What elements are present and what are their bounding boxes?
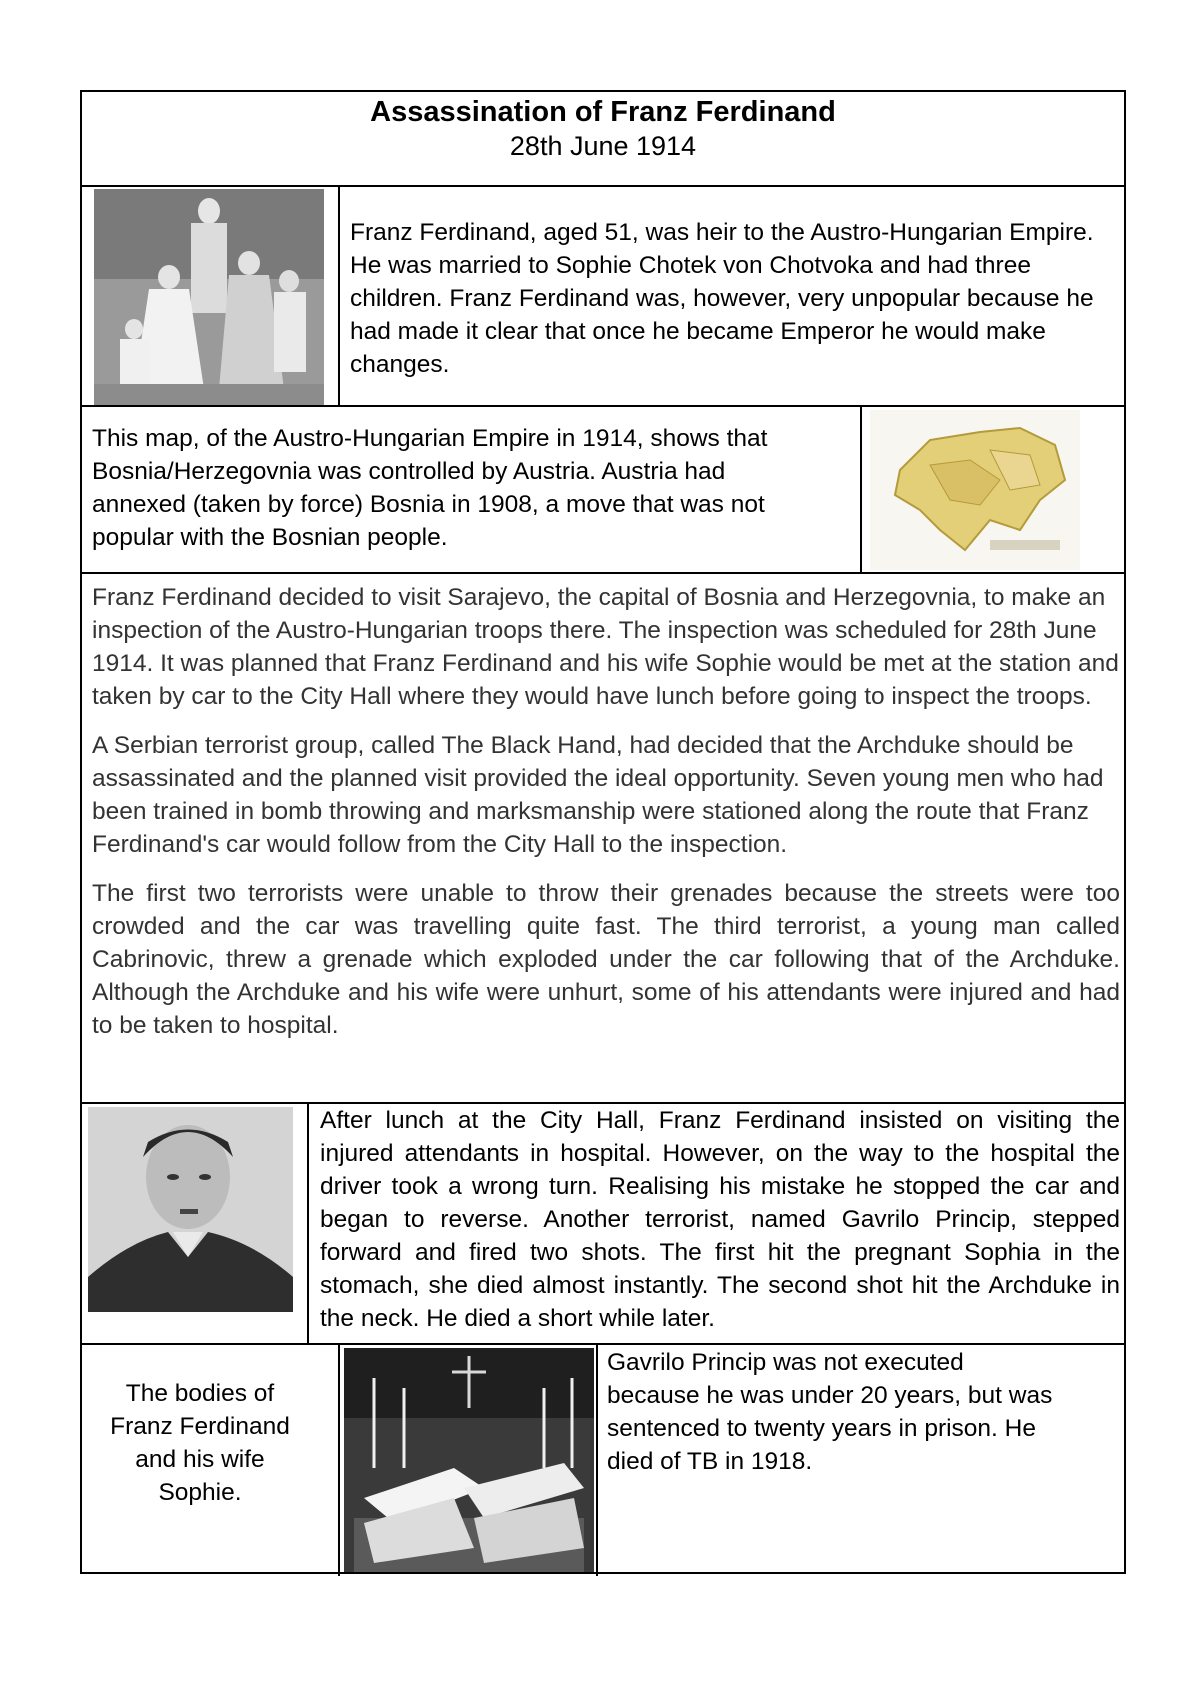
narrative-paragraph: Franz Ferdinand decided to visit Sarajevo, the capital of Bosnia and Herzegovnia, to make an inspection of the Austro-Hungarian troops there. The inspection was scheduled for 28th June 1914. It was planned that Franz Ferdinand and his wife Sophie would be met at the station and taken by car to the City Hall where they would have lunch before going to inspect the troops. bbox=[92, 584, 1119, 710]
divider bbox=[860, 405, 862, 574]
narrative-block bbox=[92, 581, 1120, 1042]
divider bbox=[338, 185, 340, 407]
family-photo bbox=[94, 189, 324, 407]
divider bbox=[596, 1343, 598, 1576]
page-title: Assassination of Franz Ferdinand bbox=[370, 96, 836, 128]
divider bbox=[82, 1343, 1124, 1345]
funeral-caption: The bodies of Franz Ferdinand and his wife Sophie. bbox=[110, 1380, 290, 1506]
narrative-paragraph: The first two terrorists were unable to throw their grenades because the streets were too crowded and the car was travelling quite fast. The third terrorist, a young man called Cabrinovic, threw a grenade which exploded under the car following that of the Archduke. Although the Archduke and his wife were unhurt, some of his attendants were injured and had to be taken to hospital. bbox=[92, 880, 1120, 1039]
divider bbox=[82, 405, 1124, 407]
shooting-text: After lunch at the City Hall, Franz Ferdinand insisted on visiting the injured attendants in hospital. However, on the way to the hospital the driver took a wrong turn. Realising his mistake he stopped the car and began to reverse. Another terrorist, named Gavrilo Princip, stepped forward and fired two shots. The first hit the pregnant Sophia in the stomach, she died almost instantly. The second shot hit the Archduke in the neck. He died a short while later. bbox=[320, 1107, 1120, 1332]
divider bbox=[307, 1102, 309, 1345]
divider bbox=[82, 185, 1124, 187]
princip-portrait bbox=[88, 1107, 293, 1312]
funeral-photo bbox=[344, 1348, 594, 1572]
austro-hungarian-map bbox=[870, 410, 1080, 570]
divider bbox=[82, 572, 1124, 574]
princip-fate-text: Gavrilo Princip was not executed because he was under 20 years, but was sentenced to twenty years in prison. He died of TB in 1918. bbox=[607, 1349, 1053, 1475]
page-date: 28th June 1914 bbox=[509, 131, 697, 161]
worksheet bbox=[80, 90, 1126, 1574]
map-description: This map, of the Austro-Hungarian Empire in 1914, shows that Bosnia/Herzegovnia was controlled by Austria. Austria had annexed (taken by force) Bosnia in 1908, a move that was not popular with the Bosnian people. bbox=[92, 425, 768, 551]
title-block bbox=[82, 92, 1124, 186]
divider bbox=[338, 1343, 340, 1576]
intro-text: Franz Ferdinand, aged 51, was heir to the Austro-Hungarian Empire. He was married to Sophie Chotek von Chotvoka and had three children. Franz Ferdinand was, however, very unpopular because he had made it clear that once he became Emperor he would make changes. bbox=[350, 219, 1094, 378]
narrative-paragraph: A Serbian terrorist group, called The Black Hand, had decided that the Archduke should be assassinated and the planned visit provided the ideal opportunity. Seven young men who had been trained in bomb throwing and marksmanship were stationed along the route that Franz Ferdinand's car would follow from the City Hall to the inspection. bbox=[92, 732, 1104, 858]
